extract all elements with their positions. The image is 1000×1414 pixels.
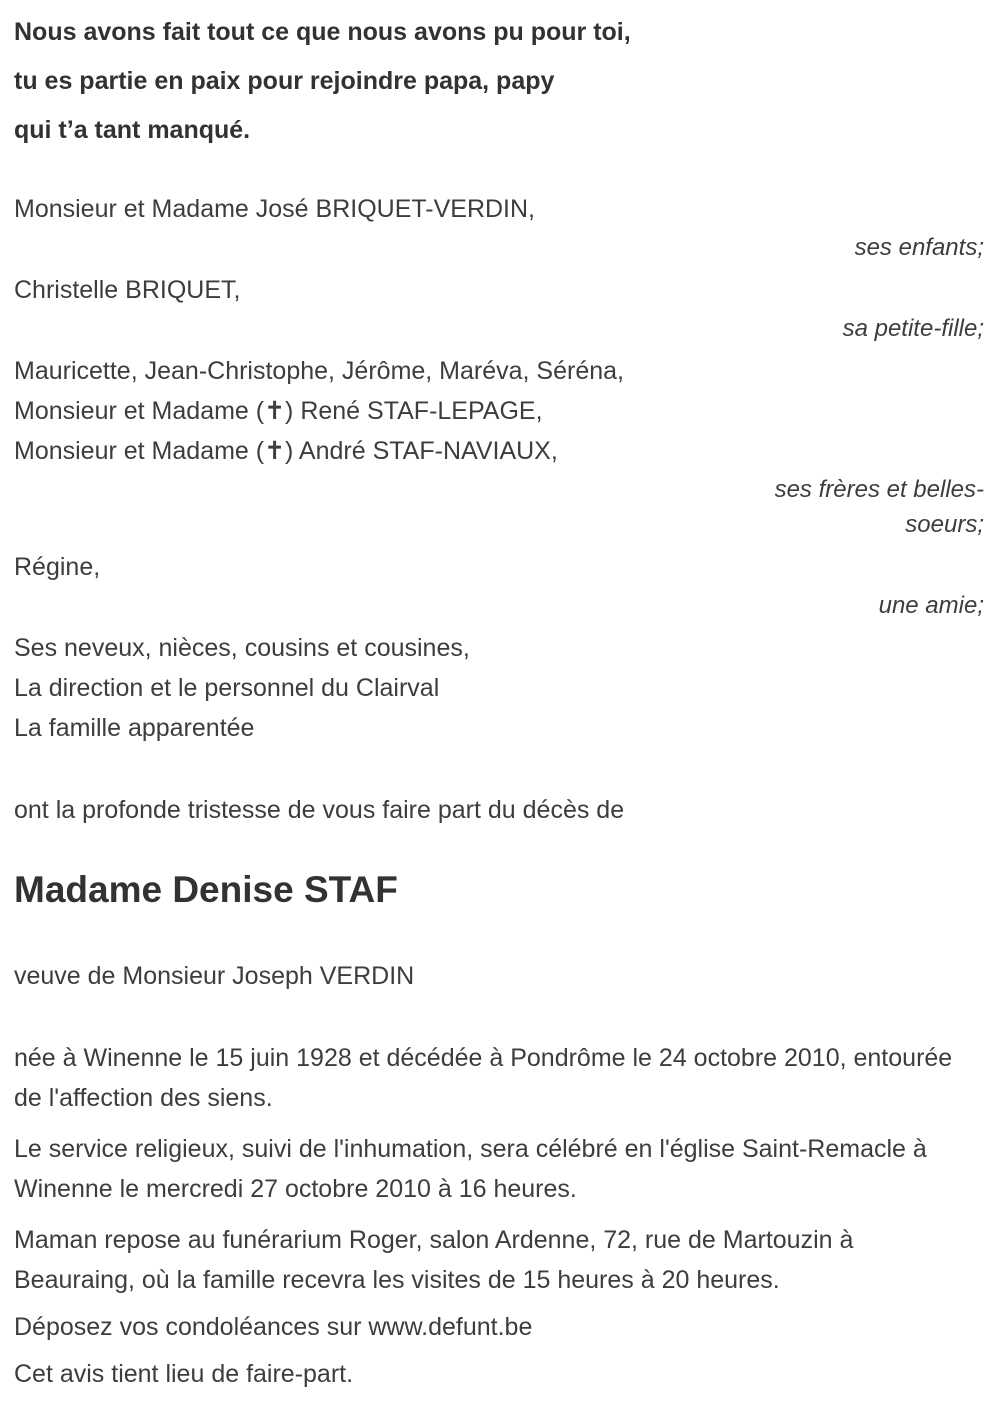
announcement-line: ont la profonde tristesse de vous faire part du décès de bbox=[14, 796, 625, 824]
family-group bbox=[14, 270, 984, 346]
family-names-line: Monsieur et Madame (✝) René STAF-LEPAGE, bbox=[14, 397, 543, 425]
family-group bbox=[14, 547, 984, 623]
family-names-line: Mauricette, Jean-Christophe, Jérôme, Maréva, Séréna, bbox=[14, 357, 624, 385]
relation-label bbox=[14, 588, 984, 623]
family-group bbox=[14, 189, 984, 265]
intro-line: tu es partie en paix pour rejoindre papa, papy bbox=[14, 67, 555, 95]
widow-line: veuve de Monsieur Joseph VERDIN bbox=[14, 962, 415, 990]
family-group bbox=[14, 351, 984, 542]
family-names-line: La direction et le personnel du Clairval bbox=[14, 674, 440, 702]
family-names-line: Monsieur et Madame José BRIQUET-VERDIN, bbox=[14, 195, 535, 223]
relation-label bbox=[14, 311, 984, 346]
relation-label bbox=[14, 472, 984, 542]
family-group bbox=[14, 628, 984, 748]
closing-line: Cet avis tient lieu de faire-part. bbox=[14, 1360, 354, 1388]
family-names-line: Régine, bbox=[14, 553, 101, 581]
family-names-line: Ses neveux, nièces, cousins et cousines, bbox=[14, 634, 470, 662]
birth-death-paragraph: née à Winenne le 15 juin 1928 et décédée à Pondrôme le 24 octobre 2010, entourée de l'affection des siens. bbox=[14, 1044, 953, 1112]
family-names-line: Christelle BRIQUET, bbox=[14, 276, 241, 304]
deceased-name: Madame Denise STAF bbox=[14, 869, 398, 910]
relation-text: sa petite-fille; bbox=[842, 315, 984, 342]
family-names-line: Monsieur et Madame (✝) André STAF-NAVIAUX, bbox=[14, 437, 558, 465]
relation-text: ses enfants; bbox=[854, 234, 984, 261]
funerarium-paragraph: Maman repose au funérarium Roger, salon Ardenne, 72, rue de Martouzin à Beauraing, où la famille recevra les visites de 15 heures à 20 heures. bbox=[14, 1226, 854, 1294]
intro-line: qui t’a tant manqué. bbox=[14, 116, 251, 144]
relation-label bbox=[14, 230, 984, 265]
service-paragraph: Le service religieux, suivi de l'inhumation, sera célébré en l'église Saint-Remacle à Winenne le mercredi 27 octobre 2010 à 16 heures. bbox=[14, 1135, 927, 1203]
intro-message bbox=[14, 8, 984, 155]
relation-text: ses frères et belles-soeurs; bbox=[774, 476, 984, 538]
intro-line: Nous avons fait tout ce que nous avons pu pour toi, bbox=[14, 18, 631, 46]
relation-text: une amie; bbox=[878, 592, 984, 619]
condolences-line: Déposez vos condoléances sur www.defunt.be bbox=[14, 1313, 533, 1341]
family-list bbox=[14, 189, 984, 748]
family-names-line: La famille apparentée bbox=[14, 714, 255, 742]
